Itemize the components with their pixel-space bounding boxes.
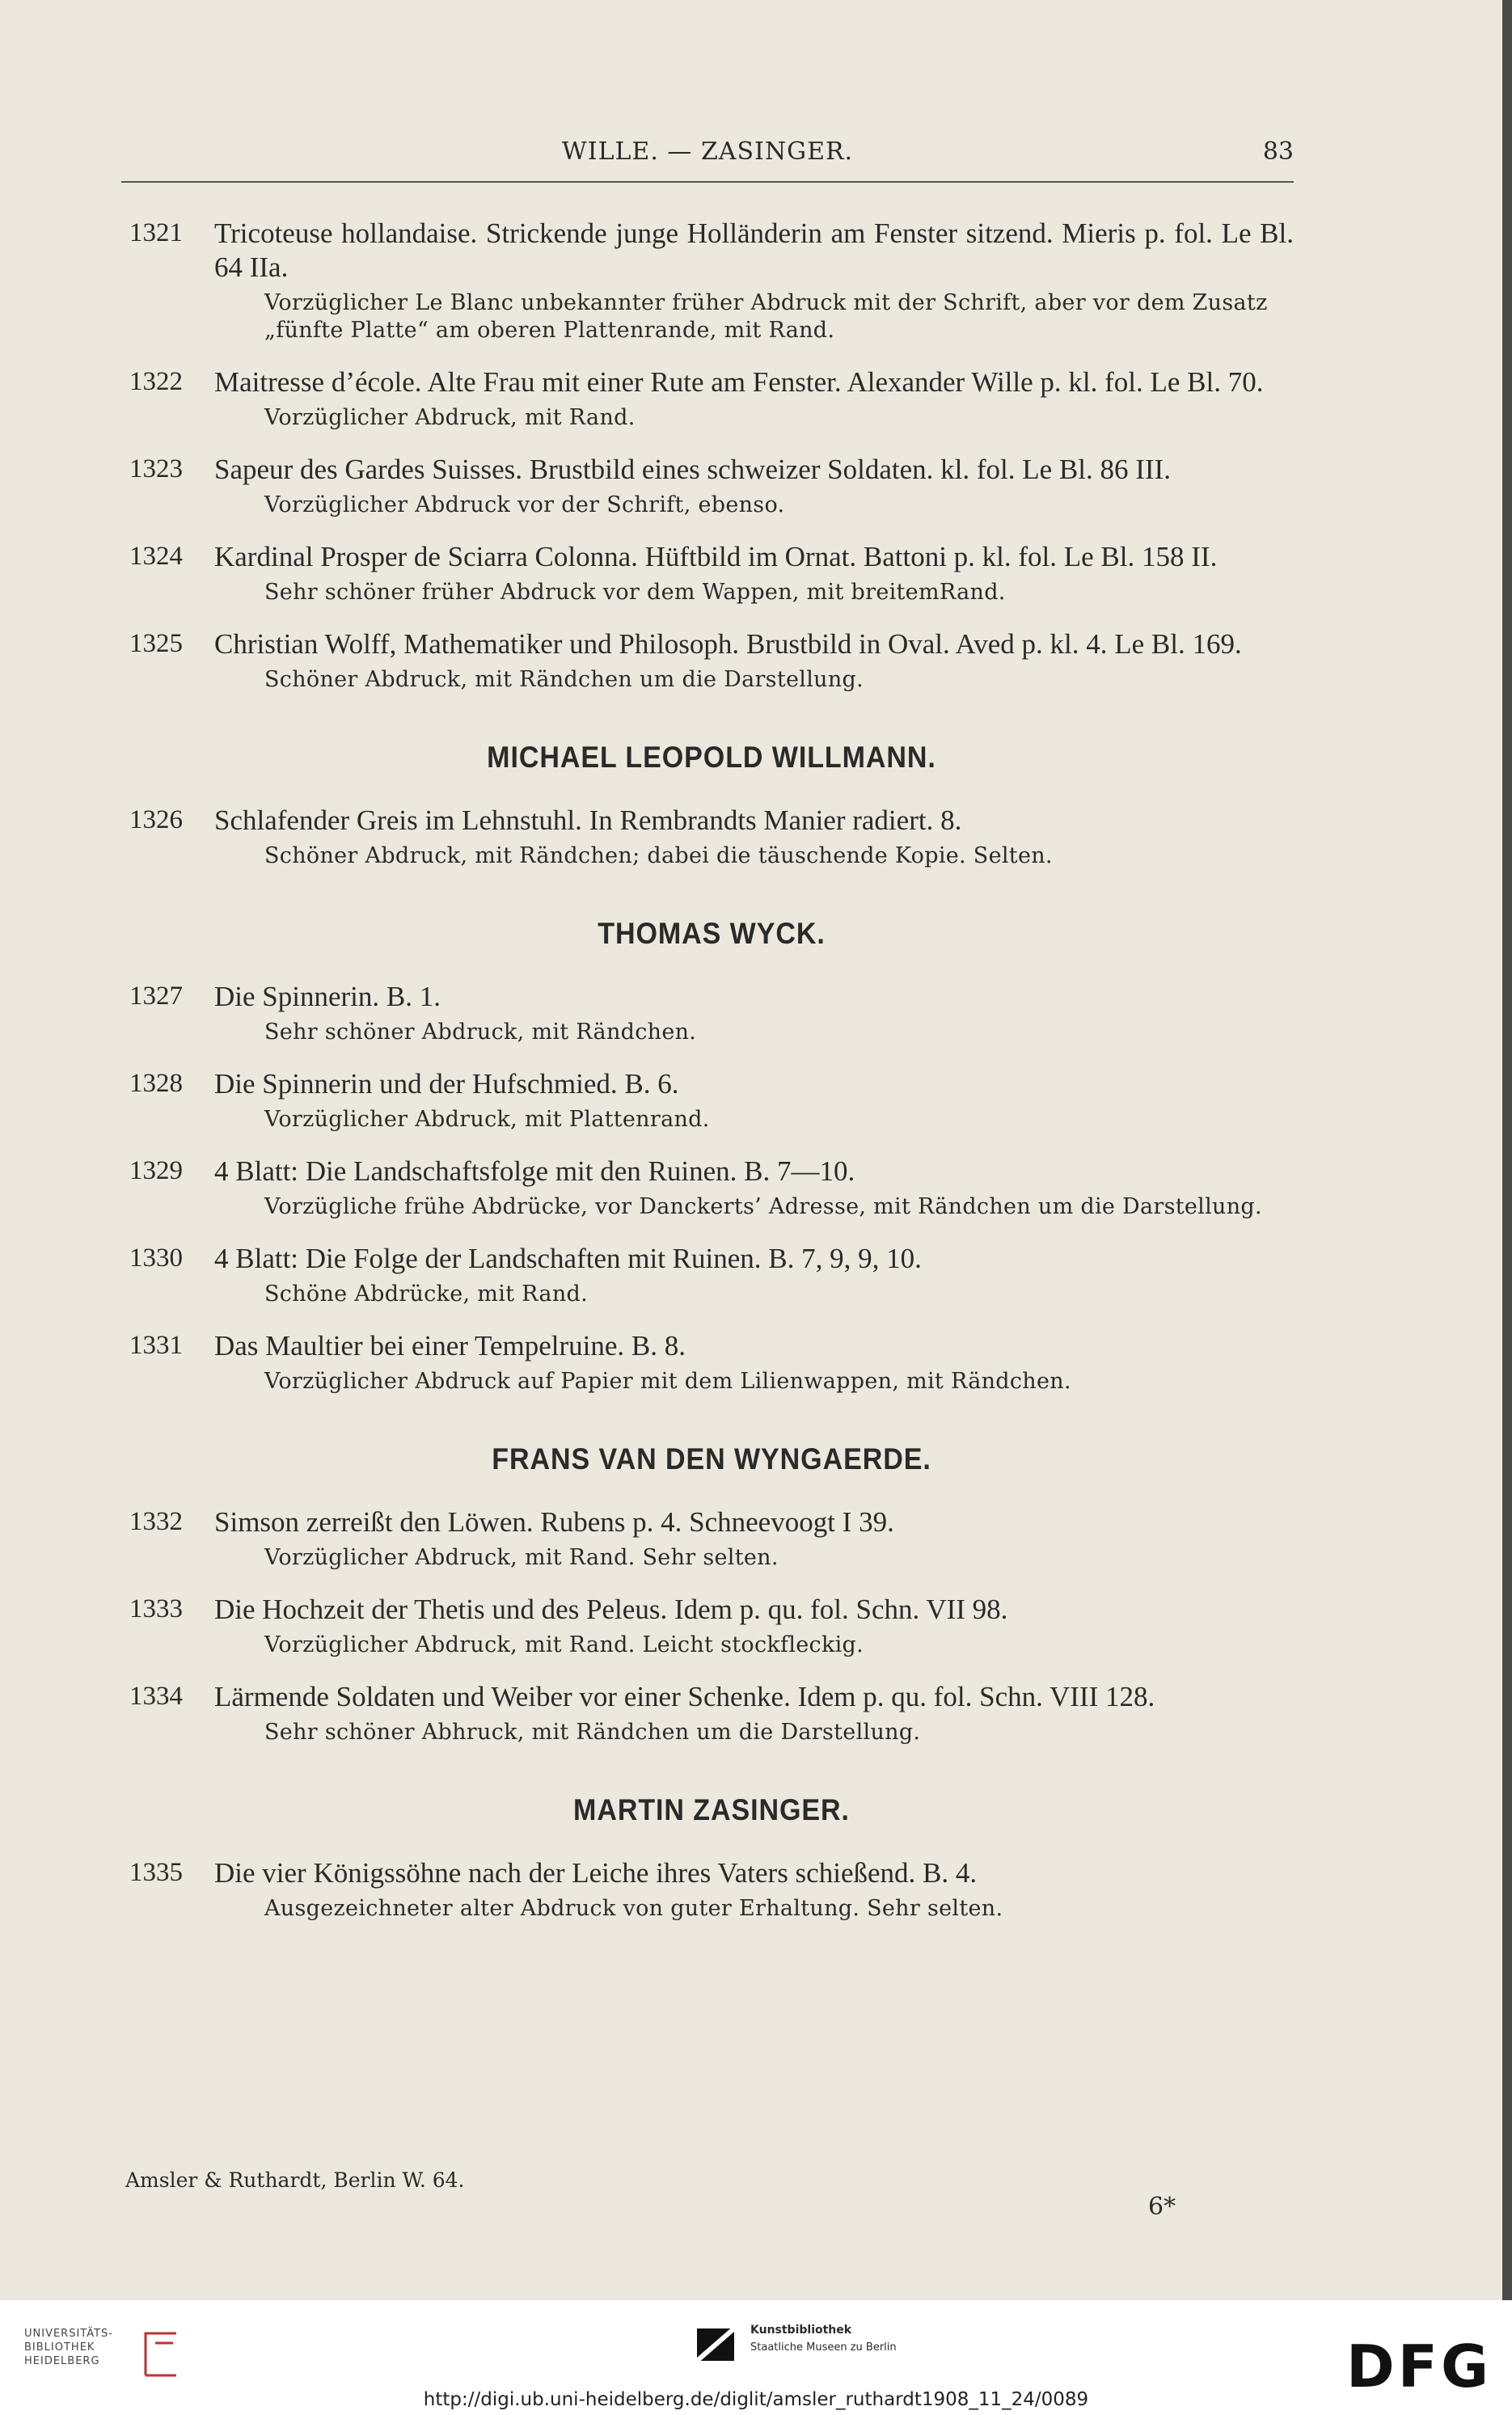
section-heading-wyck: THOMAS WYCK.: [598, 917, 826, 950]
lot-number: 1326: [129, 805, 183, 834]
heidelberg-logo-text: [24, 2327, 113, 2368]
lot-title: Lärmende Soldaten und Weiber vor einer Schenke. Idem p. qu. fol. Schn. VIII 128.: [214, 1681, 1155, 1712]
lot-title: Die vier Königssöhne nach der Leiche ihres Vaters schießend. B. 4.: [214, 1857, 978, 1889]
lot-note: Vorzügliche frühe Abdrücke, vor Danckerts’ Adresse, mit Rändchen um die Darstellung.: [264, 1194, 1262, 1219]
lot-note: Vorzüglicher Abdruck, mit Plattenrand.: [264, 1107, 710, 1132]
heidelberg-library-logo[interactable]: [24, 2327, 202, 2392]
lot-title: Kardinal Prosper de Sciarra Colonna. Hüftbild im Ornat. Battoni p. kl. fol. Le Bl. 158 II.: [214, 541, 1218, 572]
catalogue-body: [129, 217, 1294, 1944]
lot-number: 1330: [129, 1243, 183, 1273]
lot-title: Schlafender Greis im Lehnstuhl. In Rembrandts Manier radiert. 8.: [214, 804, 962, 836]
lot-entry: [129, 365, 1294, 432]
lot-note: Schöne Abdrücke, mit Rand.: [264, 1281, 588, 1307]
lot-entry: [129, 980, 1294, 1046]
lot-title: Die Spinnerin und der Hufschmied. B. 6.: [214, 1068, 679, 1100]
lot-note: Vorzüglicher Abdruck, mit Rand. Sehr selten.: [264, 1545, 779, 1570]
scan-edge: [1502, 0, 1512, 2300]
lot-title: Simson zerreißt den Löwen. Rubens p. 4. Schneevoogt I 39.: [214, 1506, 894, 1538]
kunstbibliothek-name: Kunstbibliothek: [750, 2324, 852, 2337]
lot-entry: [129, 804, 1294, 870]
lot-entry: [129, 1856, 1294, 1923]
lot-title: Die Spinnerin. B. 1.: [214, 981, 441, 1012]
lot-number: 1332: [129, 1507, 183, 1536]
lot-title: 4 Blatt: Die Folge der Landschaften mit Ruinen. B. 7, 9, 9, 10.: [214, 1243, 922, 1274]
section-heading-willmann: MICHAEL LEOPOLD WILLMANN.: [487, 741, 936, 774]
lot-entry: [129, 1505, 1294, 1572]
lot-entry: [129, 1155, 1294, 1221]
signature-mark: 6*: [1148, 2193, 1176, 2221]
uni-line3: HEIDELBERG: [24, 2355, 100, 2367]
uni-line1: UNIVERSITÄTS-: [24, 2328, 113, 2340]
lot-number: 1322: [129, 367, 183, 396]
dfg-logo[interactable]: DFG: [1346, 2333, 1493, 2400]
lot-note: Vorzüglicher Abdruck, mit Rand. Leicht stockfleckig.: [264, 1632, 864, 1657]
running-title: WILLE. — ZASINGER.: [561, 137, 854, 166]
lot-number: 1321: [129, 218, 183, 247]
lot-entry: [129, 217, 1294, 344]
lot-entry: [129, 1242, 1294, 1308]
heidelberg-mark-icon: [137, 2327, 186, 2383]
section-heading-wyngaerde: FRANS VAN DEN WYNGAERDE.: [492, 1442, 931, 1476]
section-heading-zasinger: MARTIN ZASINGER.: [573, 1793, 850, 1826]
lot-number: 1328: [129, 1069, 183, 1098]
lot-note: Ausgezeichneter alter Abdruck von guter Erhaltung. Sehr selten.: [264, 1896, 1003, 1921]
page-url[interactable]: http://digi.ub.uni-heidelberg.de/diglit/amsler_ruthardt1908_11_24/0089: [423, 2389, 1089, 2410]
publisher-imprint: Amsler & Ruthardt, Berlin W. 64.: [125, 2168, 465, 2192]
lot-title: 4 Blatt: Die Landschaftsfolge mit den Ruinen. B. 7—10.: [214, 1155, 855, 1187]
lot-number: 1324: [129, 542, 183, 571]
lot-note: Vorzüglicher Abdruck auf Papier mit dem Lilienwappen, mit Rändchen.: [264, 1369, 1071, 1394]
lot-title: Die Hochzeit der Thetis und des Peleus. Idem p. qu. fol. Schn. VII 98.: [214, 1594, 1008, 1625]
lot-entry: [129, 540, 1294, 606]
lot-note: Vorzüglicher Le Blanc unbekannter früher Abdruck mit der Schrift, aber vor dem Zusatz „fünfte Platte“ am oberen Plattenrande, mit Rand.: [264, 290, 1268, 343]
lot-note: Sehr schöner früher Abdruck vor dem Wappen, mit breitemRand.: [264, 580, 1006, 605]
lot-entry: [129, 1680, 1294, 1746]
lot-note: Schöner Abdruck, mit Rändchen; dabei die täuschende Kopie. Selten.: [264, 843, 1053, 868]
lot-number: 1325: [129, 629, 183, 658]
lot-number: 1331: [129, 1331, 183, 1360]
lot-note: Vorzüglicher Abdruck, mit Rand.: [264, 405, 636, 430]
lot-title: Sapeur des Gardes Suisses. Brustbild eines schweizer Soldaten. kl. fol. Le Bl. 86 III.: [214, 454, 1171, 485]
lot-entry: [129, 1593, 1294, 1659]
lot-entry: [129, 1067, 1294, 1134]
lot-note: Sehr schöner Abdruck, mit Rändchen.: [264, 1020, 697, 1045]
lot-number: 1327: [129, 982, 183, 1011]
lot-title: Christian Wolff, Mathematiker und Philosoph. Brustbild in Oval. Aved p. kl. 4. Le Bl. 169.: [214, 628, 1242, 660]
uni-line2: BIBLIOTHEK: [24, 2341, 95, 2354]
lot-title: Das Maultier bei einer Tempelruine. B. 8.: [214, 1330, 686, 1362]
page-number: 83: [1262, 137, 1294, 166]
lot-number: 1334: [129, 1682, 183, 1711]
lot-number: 1323: [129, 454, 183, 483]
lot-entry: [129, 627, 1294, 694]
kunstbibliothek-logo[interactable]: [694, 2320, 936, 2385]
lot-entry: [129, 1329, 1294, 1395]
kunstbibliothek-mark-icon: [694, 2320, 742, 2369]
lot-number: 1333: [129, 1594, 183, 1623]
lot-number: 1335: [129, 1858, 183, 1887]
lot-title: Maitresse d’école. Alte Frau mit einer Rute am Fenster. Alexander Wille p. kl. fol. Le Bl. 70.: [214, 366, 1264, 398]
lot-note: Vorzüglicher Abdruck vor der Schrift, ebenso.: [264, 492, 785, 517]
lot-number: 1329: [129, 1156, 183, 1185]
lot-note: Schöner Abdruck, mit Rändchen um die Darstellung.: [264, 667, 864, 692]
lot-note: Sehr schöner Abhruck, mit Rändchen um die Darstellung.: [264, 1720, 921, 1745]
kunstbibliothek-subtitle: Staatliche Museen zu Berlin: [750, 2341, 897, 2354]
lot-title: Tricoteuse hollandaise. Strickende junge Holländerin am Fenster sitzend. Mieris p. fol. Le Bl. 64 IIa.: [214, 217, 1294, 283]
lot-entry: [129, 453, 1294, 519]
running-header: [121, 136, 1294, 183]
